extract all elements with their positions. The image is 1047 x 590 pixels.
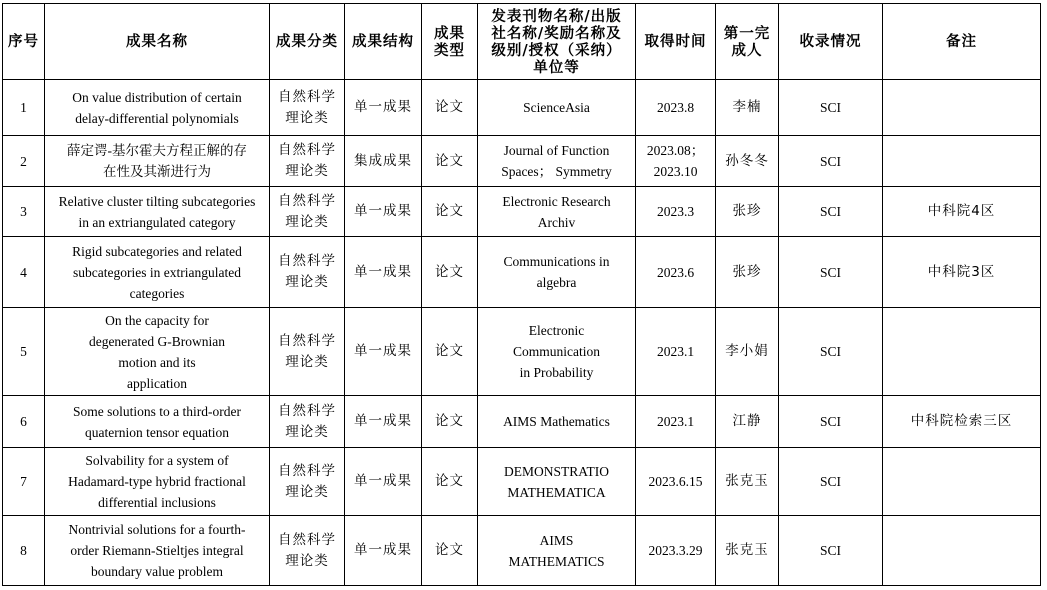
date-cell: 2023.08； 2023.10 [636, 136, 716, 187]
publication-cell: DEMONSTRATIO MATHEMATICA [478, 448, 636, 516]
publication-cell: Electronic Communication in Probability [478, 308, 636, 396]
author-cell: 李楠 [716, 80, 779, 136]
achievement-title: Some solutions to a third-order quaternion tensor equation [45, 396, 270, 448]
table-row [3, 187, 1041, 237]
category-cell: 自然科学 理论类 [270, 80, 345, 136]
table-row [3, 237, 1041, 308]
achievement-title: Rigid subcategories and related subcategories in extriangulated categories [45, 237, 270, 308]
remark-cell: 中科院3区 [883, 237, 1041, 308]
category-cell: 自然科学 理论类 [270, 516, 345, 586]
category-cell: 自然科学 理论类 [270, 187, 345, 237]
structure-cell: 单一成果 [345, 516, 422, 586]
date-cell: 2023.8 [636, 80, 716, 136]
table-row [3, 448, 1041, 516]
indexed-cell: SCI [779, 80, 883, 136]
table-row [3, 308, 1041, 396]
table-row [3, 396, 1041, 448]
achievement-table [2, 3, 1041, 586]
row-number: 2 [3, 136, 45, 187]
indexed-cell: SCI [779, 308, 883, 396]
header-cell: 成果名称 [45, 4, 270, 80]
remark-cell [883, 80, 1041, 136]
indexed-cell: SCI [779, 187, 883, 237]
indexed-cell: SCI [779, 396, 883, 448]
date-cell: 2023.1 [636, 308, 716, 396]
header-cell: 取得时间 [636, 4, 716, 80]
table-body [3, 80, 1041, 586]
row-number: 4 [3, 237, 45, 308]
indexed-cell: SCI [779, 237, 883, 308]
achievement-title: Solvability for a system of Hadamard-type hybrid fractional differential inclusions [45, 448, 270, 516]
publication-cell: Communications in algebra [478, 237, 636, 308]
category-cell: 自然科学 理论类 [270, 396, 345, 448]
category-cell: 自然科学 理论类 [270, 308, 345, 396]
achievement-title: On value distribution of certain delay-differential polynomials [45, 80, 270, 136]
structure-cell: 单一成果 [345, 448, 422, 516]
header-cell: 成果 类型 [422, 4, 478, 80]
indexed-cell: SCI [779, 448, 883, 516]
type-cell: 论文 [422, 80, 478, 136]
indexed-cell: SCI [779, 516, 883, 586]
remark-cell [883, 308, 1041, 396]
structure-cell: 单一成果 [345, 308, 422, 396]
header-cell: 序号 [3, 4, 45, 80]
date-cell: 2023.6.15 [636, 448, 716, 516]
publication-cell: AIMS MATHEMATICS [478, 516, 636, 586]
remark-cell [883, 516, 1041, 586]
achievement-title: Relative cluster tilting subcategories in an extriangulated category [45, 187, 270, 237]
publication-cell: AIMS Mathematics [478, 396, 636, 448]
table-row [3, 516, 1041, 586]
remark-cell [883, 448, 1041, 516]
date-cell: 2023.6 [636, 237, 716, 308]
category-cell: 自然科学 理论类 [270, 448, 345, 516]
header-cell: 收录情况 [779, 4, 883, 80]
row-number: 5 [3, 308, 45, 396]
category-cell: 自然科学 理论类 [270, 136, 345, 187]
header-cell: 成果分类 [270, 4, 345, 80]
table-row [3, 80, 1041, 136]
structure-cell: 单一成果 [345, 187, 422, 237]
remark-cell: 中科院4区 [883, 187, 1041, 237]
publication-cell: Journal of Function Spaces； Symmetry [478, 136, 636, 187]
row-number: 8 [3, 516, 45, 586]
header-cell: 发表刊物名称/出版 社名称/奖励名称及 级别/授权（采纳） 单位等 [478, 4, 636, 80]
header-cell: 备注 [883, 4, 1041, 80]
header-cell: 成果结构 [345, 4, 422, 80]
structure-cell: 单一成果 [345, 396, 422, 448]
remark-cell [883, 136, 1041, 187]
author-cell: 孙冬冬 [716, 136, 779, 187]
author-cell: 张克玉 [716, 516, 779, 586]
author-cell: 李小娟 [716, 308, 779, 396]
publication-cell: ScienceAsia [478, 80, 636, 136]
type-cell: 论文 [422, 136, 478, 187]
achievement-title: 薛定谔-基尔霍夫方程正解的存 在性及其渐进行为 [45, 136, 270, 187]
row-number: 6 [3, 396, 45, 448]
type-cell: 论文 [422, 396, 478, 448]
achievement-title: On the capacity for degenerated G-Brownian motion and its application [45, 308, 270, 396]
row-number: 3 [3, 187, 45, 237]
type-cell: 论文 [422, 308, 478, 396]
header-row [3, 4, 1041, 80]
remark-cell: 中科院检索三区 [883, 396, 1041, 448]
type-cell: 论文 [422, 237, 478, 308]
publication-cell: Electronic Research Archiv [478, 187, 636, 237]
structure-cell: 单一成果 [345, 80, 422, 136]
type-cell: 论文 [422, 187, 478, 237]
row-number: 7 [3, 448, 45, 516]
date-cell: 2023.1 [636, 396, 716, 448]
author-cell: 张珍 [716, 237, 779, 308]
structure-cell: 单一成果 [345, 237, 422, 308]
author-cell: 张克玉 [716, 448, 779, 516]
achievement-title: Nontrivial solutions for a fourth- order Riemann-Stieltjes integral boundary value problem [45, 516, 270, 586]
date-cell: 2023.3.29 [636, 516, 716, 586]
date-cell: 2023.3 [636, 187, 716, 237]
author-cell: 江静 [716, 396, 779, 448]
author-cell: 张珍 [716, 187, 779, 237]
header-cell: 第一完 成人 [716, 4, 779, 80]
structure-cell: 集成成果 [345, 136, 422, 187]
table-row [3, 136, 1041, 187]
indexed-cell: SCI [779, 136, 883, 187]
row-number: 1 [3, 80, 45, 136]
category-cell: 自然科学 理论类 [270, 237, 345, 308]
type-cell: 论文 [422, 448, 478, 516]
type-cell: 论文 [422, 516, 478, 586]
